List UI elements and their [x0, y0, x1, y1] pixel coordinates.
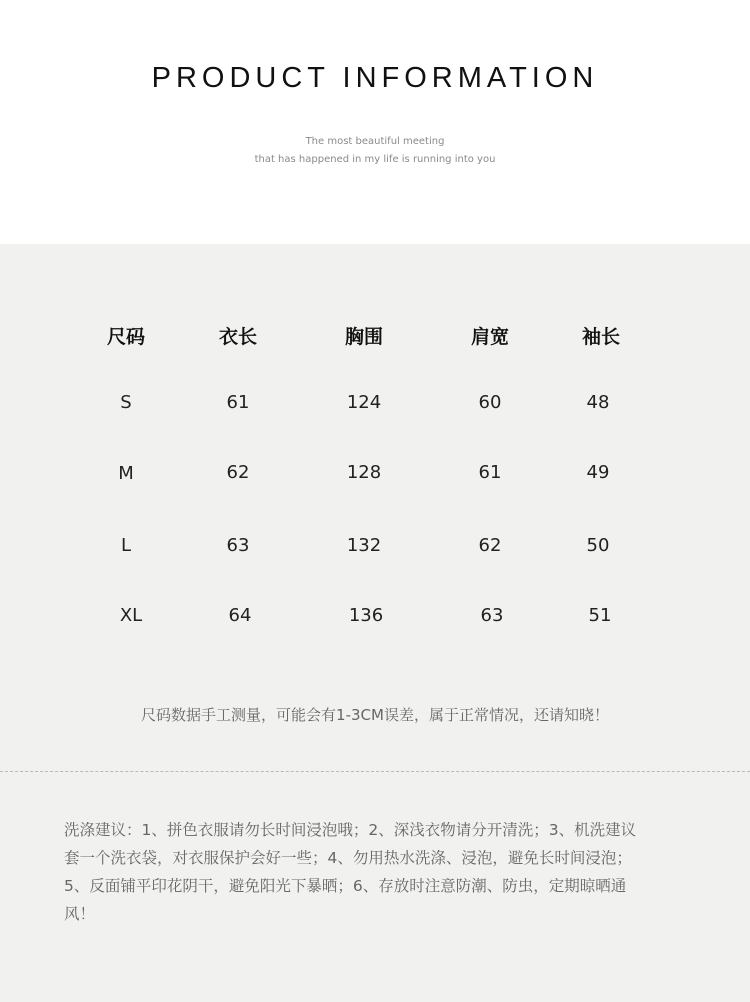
- table-cell-size: S: [120, 392, 132, 413]
- subtitle-line-2: that has happened in my life is running into you: [254, 154, 496, 165]
- table-cell-size: M: [118, 463, 134, 484]
- table-cell-sleeve: 50: [586, 535, 610, 556]
- care-line: 风！: [64, 905, 96, 923]
- table-cell-length: 61: [226, 392, 250, 413]
- header-cell-shoulder: 肩宽: [470, 326, 509, 348]
- table-cell-shoulder: 61: [478, 462, 502, 483]
- table-cell-chest: 128: [346, 462, 382, 483]
- table-cell-shoulder: 60: [478, 392, 502, 413]
- table-cell-length: 62: [226, 462, 250, 483]
- header: [0, 0, 750, 244]
- care-line: 套一个洗衣袋，对衣服保护会好一些；4、勿用热水洗涤、浸泡，避免长时间浸泡；: [64, 849, 632, 867]
- table-cell-size: L: [120, 535, 132, 556]
- table-cell-length: 63: [226, 535, 250, 556]
- header-cell-length: 衣长: [218, 326, 257, 348]
- header-cell-size: 尺码: [106, 326, 145, 348]
- header-cell-chest: 胸围: [344, 326, 383, 348]
- header-cell-sleeve: 袖长: [581, 326, 620, 348]
- care-line: 5、反面铺平印花阴干，避免阳光下暴晒；6、存放时注意防潮、防虫，定期晾晒通: [64, 877, 627, 895]
- table-cell-chest: 136: [348, 605, 384, 626]
- measurement-note: 尺码数据手工测量，可能会有1-3CM误差，属于正常情况，还请知晓！: [141, 706, 609, 724]
- care-line: 洗涤建议：1、拼色衣服请勿长时间浸泡哦；2、深浅衣物请分开清洗；3、机洗建议: [64, 821, 637, 839]
- table-cell-chest: 124: [346, 392, 382, 413]
- dashed-divider: [0, 771, 750, 772]
- size-info-panel: [0, 244, 750, 1002]
- page-title: PRODUCT INFORMATION: [151, 62, 599, 94]
- subtitle-line-1: The most beautiful meeting: [305, 136, 445, 147]
- table-cell-sleeve: 48: [586, 392, 610, 413]
- care-instructions: [64, 816, 694, 928]
- table-cell-shoulder: 63: [480, 605, 504, 626]
- table-cell-sleeve: 51: [588, 605, 612, 626]
- table-cell-shoulder: 62: [478, 535, 502, 556]
- table-cell-size: XL: [119, 605, 143, 626]
- table-cell-sleeve: 49: [586, 462, 610, 483]
- table-cell-length: 64: [228, 605, 252, 626]
- table-cell-chest: 132: [346, 535, 382, 556]
